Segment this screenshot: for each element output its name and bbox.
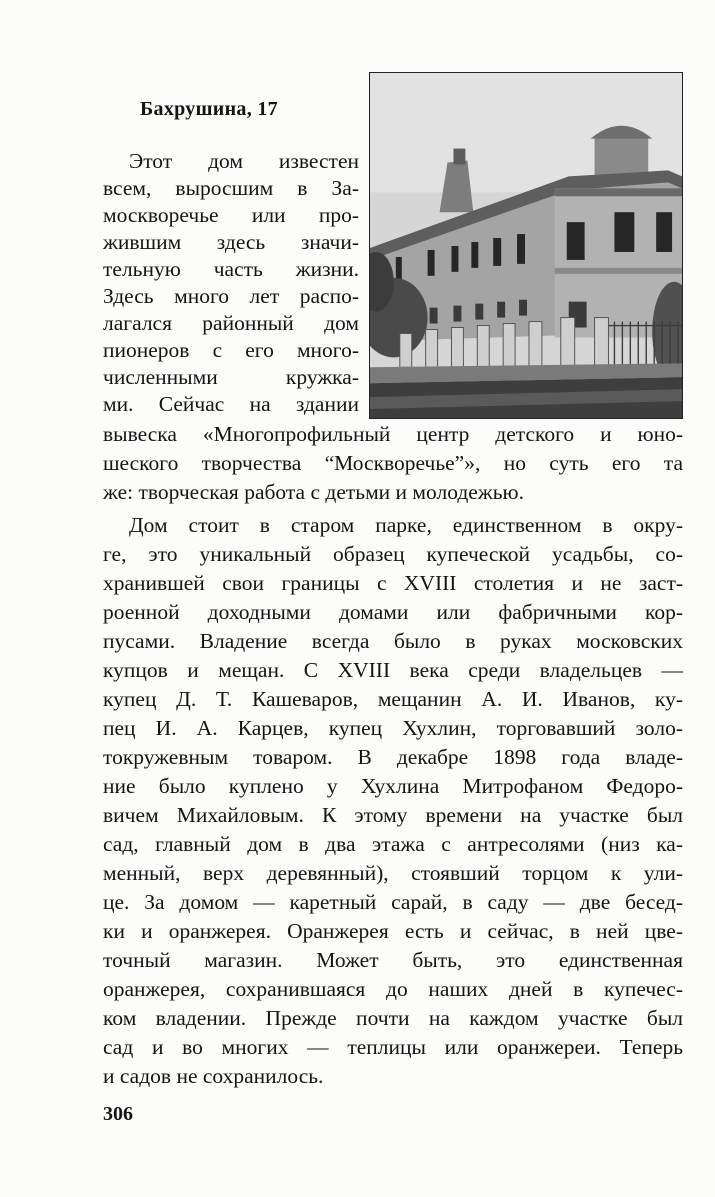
- text-line: шеского творчества “Москворечье”», но суть его та: [103, 451, 683, 475]
- text-line: всем, выросшим в За-: [103, 176, 359, 200]
- text-line: хранившей свои границы с XVIII столетия и не заст-: [103, 571, 683, 595]
- text-line: пионеров с его много-: [103, 338, 359, 362]
- text-line: жившим здесь значи-: [103, 230, 359, 254]
- text-line: купцов и мещан. С XVIII века среди владельцев —: [103, 658, 683, 682]
- text-line: и садов не сохранилось.: [103, 1064, 324, 1088]
- text-line: лагался районный дом: [103, 311, 359, 335]
- text-line: менный, верх деревянный), стоявший торцом к ули-: [103, 861, 683, 885]
- text-line: пец И. А. Карцев, купец Хухлин, торговавший золо-: [103, 716, 683, 740]
- page-heading: Бахрушина, 17: [140, 98, 278, 120]
- text-line: Этот дом известен: [129, 149, 359, 173]
- page-number: 306: [103, 1103, 133, 1125]
- text-line: же: творческая работа с детьми и молодежью.: [103, 480, 524, 504]
- text-line: Дом стоит в старом парке, единственном в окру-: [129, 513, 683, 537]
- text-line: ком владении. Прежде почти на каждом участке был: [103, 1006, 683, 1030]
- building-photo: [369, 72, 683, 419]
- text-line: сад и во многих — теплицы или оранжереи. Теперь: [103, 1035, 683, 1059]
- text-line: вывеска «Многопрофильный центр детского и юно-: [103, 422, 683, 446]
- text-line: численными кружка-: [103, 365, 359, 389]
- text-line: ние было куплено у Хухлина Митрофаном Федоро-: [103, 774, 683, 798]
- text-line: Здесь много лет распо-: [103, 284, 359, 308]
- building-illustration: [370, 73, 682, 418]
- text-line: сад, главный дом в два этажа с антресолями (низ ка-: [103, 832, 683, 856]
- text-line: ки и оранжерея. Оранжерея есть и сейчас, в ней цве-: [103, 919, 683, 943]
- text-line: тельную часть жизни.: [103, 257, 359, 281]
- text-line: вичем Михайловым. К этому времени на участке был: [103, 803, 683, 827]
- text-line: ге, это уникальный образец купеческой усадьбы, со-: [103, 542, 683, 566]
- text-line: пусами. Владение всегда было в руках московских: [103, 629, 683, 653]
- text-line: роенной доходными домами или фабричными кор-: [103, 600, 683, 624]
- text-line: оранжерея, сохранившаяся до наших дней в купечес-: [103, 977, 683, 1001]
- text-line: токружевным товаром. В декабре 1898 года владе-: [103, 745, 683, 769]
- text-line: точный магазин. Может быть, это единственная: [103, 948, 683, 972]
- text-line: москворечье или про-: [103, 203, 359, 227]
- text-line: це. За домом — каретный сарай, в саду — две бесед-: [103, 890, 683, 914]
- text-line: купец Д. Т. Кашеваров, мещанин А. И. Иванов, ку-: [103, 687, 683, 711]
- text-line: ми. Сейчас на здании: [103, 392, 359, 416]
